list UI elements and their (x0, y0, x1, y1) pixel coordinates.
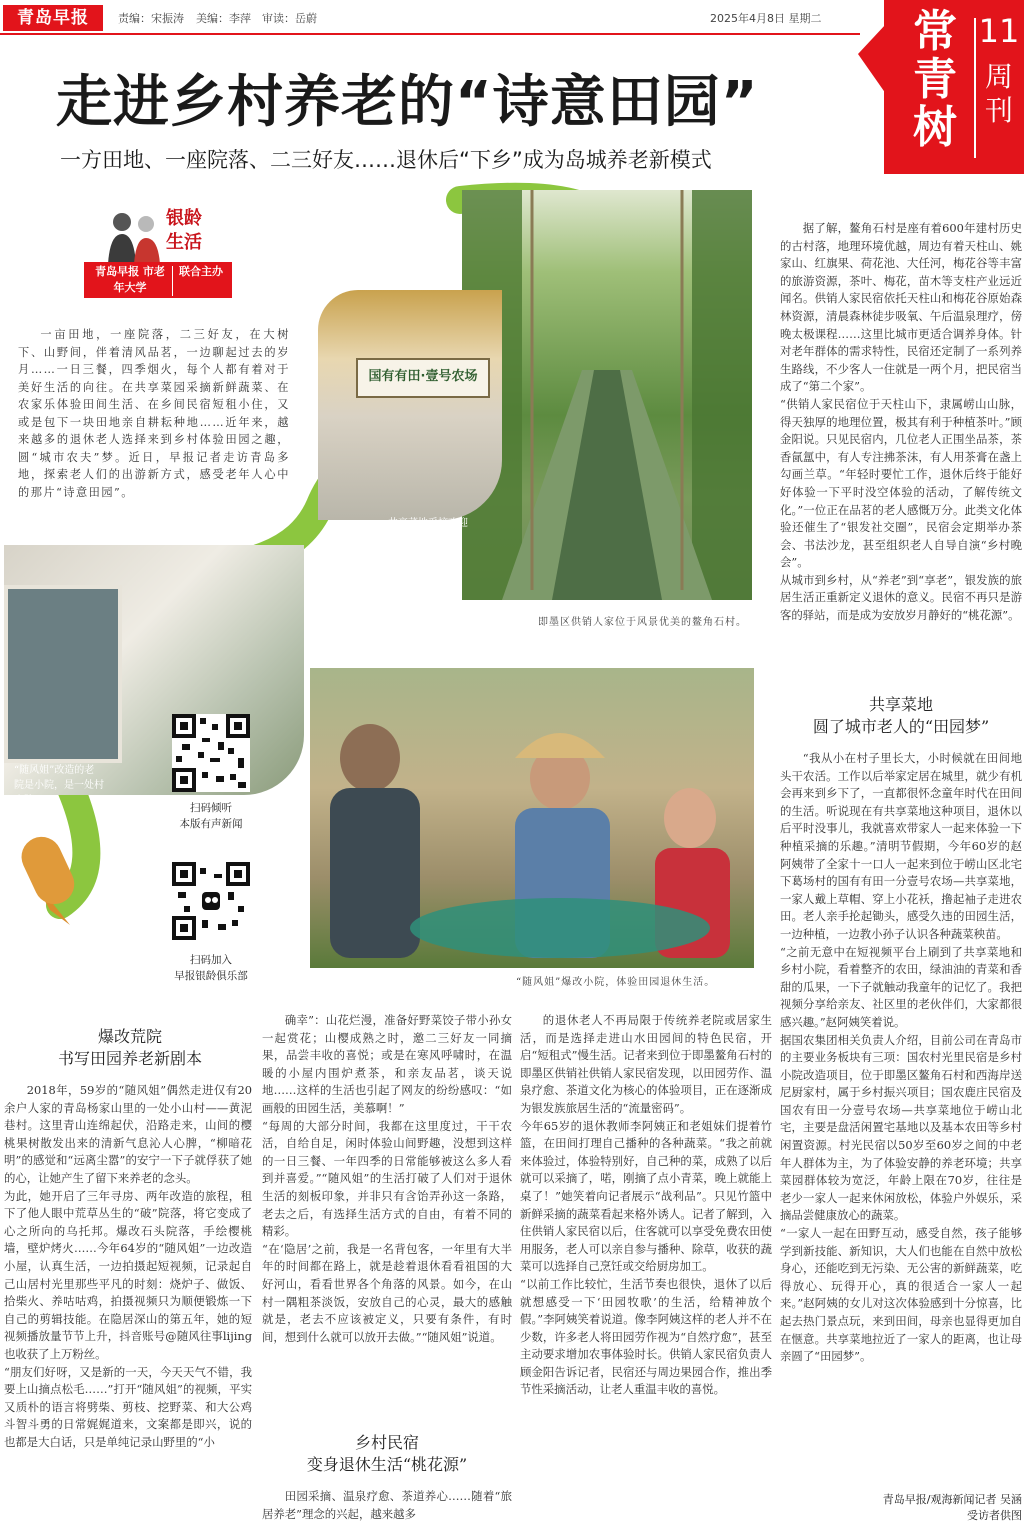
family-photo (310, 668, 754, 968)
section-name: 常青树 (913, 6, 957, 153)
proofreader-credit: 审读：岳蔚 (262, 12, 317, 25)
section2-heading: 乡村民宿 变身退休生活“桃花源” (306, 1433, 468, 1474)
issue-date: 2025年4月8日 星期二 (710, 12, 822, 25)
paper-logo: 青岛早报 (3, 5, 103, 31)
section1-continued-text: 确幸”：山花烂漫，准备好野菜饺子带小孙女一起赏花；山樱成熟之时，邀二三好友一同摘果，品尝丰收的喜悦；或是在寒风呼啸时，在温暖的小屋内围炉煮茶，和亲友品茗，谈天说地……这样的生活也引起了网友的纷纷感叹：“如画般的田园生活，美慕啊！” “每周的大部分时间，我都在这里度过，干干农活，自给自足，闲时体验山间野趣，没想到这样的一日三餐、一年四季的日常能够被这么多人看到并喜爱。”“随风姐”的生活打破了人们对于退休生活的刻板印象，并非只有含饴弄孙这一条路，老去之后，有选择生活方式的自由，有着不同的精彩。 “在‘隐居’之前，我是一名背包客，一年里有大半年的时间都在路上，就是趁着退休看看祖国的大好河山，看看世界各个角落的风景。如今，在山村一隅粗茶淡饭，安放自己的心灵，最大的感触就是，老去不应该被定义，只要有条件，有时间，想到什么就可以放开去做。”“随风姐”说道。 (262, 1013, 512, 1344)
byline: 青岛早报/观海新闻记者 吴涵 受访者供图 (882, 1493, 1022, 1522)
brand-org: 青岛早报 市老年大学 (95, 265, 165, 294)
farm-photo (318, 290, 502, 529)
badge-ribbon-tail (858, 24, 886, 94)
subheadline: 一方田地、一座院落、二三好友……退休后“下乡”成为岛城养老新模式 (60, 148, 712, 172)
qr-listen-label: 扫码倾听 本版有声新闻 (179, 802, 243, 830)
masthead-rule (0, 33, 860, 35)
qr-code-listen[interactable] (172, 714, 250, 792)
headline: 走进乡村养老的“诗意田园” (56, 70, 759, 135)
section2-text: 田园采摘、温泉疗愈、茶道养心……随着“旅居养老”理念的兴起，越来越多 (262, 1489, 512, 1521)
section3-text: 据了解，鳌角石村是座有着600年建村历史的古村落，地理环境优越，周边有着天柱山、姚家山、红旗果、荷花池、大任河，梅花谷等丰富的旅游资源，茶叶、梅花，苗木等支柱产业远近闻名。供销人家民宿依托天柱山和梅花谷原始森林资源，清晨森林徒步吸氧、午后温泉理疗，傍晚太极课程……这里比城市更适合调养身体。针对老年群体的需求特性，民宿还定制了一系列养生路线，不少客人一住就是一两个月，把民宿当成了“第二个家”。 “供销人家民宿位于天柱山下，隶属崂山山脉，得天独厚的地理位置，极其有利于种植茶叶。”顾金阳说。只见民宿内，几位老人正围坐品茶，茶香氤氲中，有人专注拂茶沫，有人用茶膏在盏上勾画兰草。“年轻时要忙工作，退休后终于能好好体验一下平时没空体验的活动，了解传统文化。”一位正在品茗的老人感慨万分。此类文化体验还催生了“银发社交圈”，民宿会定期举办茶会、书法沙龙，甚至组织老人自导自演“乡村晚会”。 从城市到乡村，从“养老”到“享老”，银发族的旅居生活正重新定义退休的意义。民宿不再只是游客的驿站，而是成为安放岁月静好的“桃花源”。 (780, 221, 1022, 623)
courtyard-caption: “随风姐”改造的老院是小院，是一处村小院。 (14, 765, 104, 806)
qr-code-club[interactable] (172, 862, 250, 940)
qr-club-label: 扫码加入 早报银龄俱乐部 (174, 954, 248, 982)
brand-title: 银龄生活 (166, 208, 202, 253)
courtyard-window (4, 585, 122, 763)
farm-caption: 共享菜地采摘欢迎 (388, 518, 468, 529)
section1-heading: 爆改荒院 书写田园养老新剧本 (57, 1027, 202, 1068)
family-caption: “随风姐”爆改小院，体验田园退休生活。 (516, 977, 716, 988)
periodicity: 周刊 (984, 60, 1013, 127)
section4-text: “我从小在村子里长大，小时候就在田间地头干农活。工作以后举家定居在城里，就少有机会再来到乡下了，一直都很怀念童年时代在田间的生活。听说现在有共享菜地这种项目，退休以后平时没事儿，我就喜欢带家人一起来体验一下种植采摘的乐趣。”清明节假期，今年60岁的赵阿姨带了全家十一口人一起来到位于崂山区北宅下葛场村的国有有田一分壹号农场—共享菜地，一家人戴上草帽、穿上小花袄，撸起袖子走进农田。老人亲手抡起锄头，感受久违的田园生活，一边种植，一边教小孙子认识各种蔬菜秧苗。 “之前无意中在短视频平台上刷到了共享菜地和乡村小院，看着整齐的农田，绿油油的青菜和香甜的瓜果，一下子就触动我童年的记忆了。我把视频分享给亲友、社区里的老伙伴们，大家都很感兴趣。”赵阿姨笑着说。 据国农集团相关负责人介绍，目前公司在青岛市的主要业务板块有三项：国农村光里民宿是乡村小院改造项目，位于即墨区鳌角石村和西海岸送尼厨家村，属于乡村振兴项目；国农鹿庄民宿及国农有田一分壹号农场—共享菜地位于崂山北宅，主要是盘活闲置宅基地以及基本农田等乡村闲置资源。村光民宿以50岁至60岁之间的中老年人群体为主，为了体验安静的养老环境；共享菜园群体较为宽泛，年龄上限在70岁，往往是老少一家人一起来休闲放松，体验户外娱乐，采摘品尝健康放心的蔬菜。 “一家人一起在田野互动，感受自然，孩子能够学到新技能、新知识，大人们也能在自然中放松身心，还能吃到无污染、无公害的新鲜蔬菜，吃得放心、玩得开心，真的很适合一家人一起来。”赵阿姨的女儿对这次体验感到十分惊喜，比起去热门景点玩，来到田间，母亲也显得更加自在惬意。共享菜地拉近了一家人的距离，也让母亲圆了“田园梦”。 (780, 751, 1022, 1364)
section1-text: 2018年，59岁的“随风姐”偶然走进仅有20余户人家的青岛杨家山里的一处小山村——黄泥巷村。这里青山连绵起伏，沿路走来，山间的樱桃果树散发出来的清新气息沁人心脾，“柳暗花明”的感觉和“远离尘嚣”的安宁一下子就俘获了她的心，让她产生了留下来养老的念头。 为此，她开启了三年寻房、两年改造的旅程，租下了他人眼中荒草丛生的“破”院落，将它变成了心之所向的乌托邦。爆改石头院落，手绘樱桃墙，壁炉烤火……今年64岁的“随风姐”一边改造小屋，认真生活，一边拍摄起短视频，记录起自己山居村光里那些平凡的时刻：烧炉子、做饭、拾柴火、养咕咕鸡，拍摄视频只为顺便锻炼一下自己的剪辑技能。在隐居深山的第五年，她的短视频播放量节节上升，抖音账号@随风往事lijing也收获了上万粉丝。 “朋友们好呀，又是新的一天，今天天气不错，我要上山摘点松毛……”打开“随风姐”的视频，平实又质朴的语言将劈柴、剪枝、挖野菜、和大公鸡斗智斗勇的日常娓娓道来，文案都是即兴，说的也都是大白话，只是单纯记录山野里的“小 (4, 1083, 252, 1449)
section2-continued-text: 的退休老人不再局限于传统养老院或居家生活，而是选择走进山水田园间的特色民宿，开启“短租式”慢生活。记者来到位于即墨鳌角石村的即墨区供销社供销人家民宿发现，以田园劳作、温泉疗愈、茶道文化为核心的体验项目，正在逐渐成为银发族旅居生活的“流量密码”。 今年65岁的退休教师李阿姨正和老姐妹们提着竹篮，在田间打理自己播种的各种蔬菜。“我之前就来体验过，体验特别好，自己种的菜，成熟了以后就可以采摘了，喏，刚摘了点小青菜，晚上就能上桌了！”她笑着向记者展示“战利品”。只见竹篮中新鲜采摘的蔬菜看起来格外诱人。记者了解到，入住供销人家民宿以后，住客就可以享受免费农田使用服务，老人可以亲自参与播种、除草，收获的蔬菜可以选择自己烹饪或交给厨房加工。 “以前工作比较忙，生活节奏也很快，退休了以后就想感受一下‘田园牧歌’的生活，给精神放个假。”李阿姨笑着说道。像李阿姨这样的老人并不在少数，许多老人将田园劳作视为“自然疗愈”，甚至主动要求增加农事体验时长。供销人家民宿负责人顾金阳告诉记者，民宿还与周边果园合作，推出季节性采摘活动，让老人重温丰收的喜悦。 (520, 1013, 772, 1397)
intro-text: 一亩田地，一座院落，二三好友，在大树下、山野间，伴着清风品茗，一边聊起过去的岁月……一日三餐，四季烟火，每个人都有着对于美好生活的向往。在共享菜园采摘新鲜蔬菜、在农家乐体验田间生活、在乡间民宿短租小住，又或是包下一块田地亲自耕耘种地……近年来，越来越多的退休老人选择来到乡村体验田园之趣，圆“城市农夫”梦。近日，早报记者走访青岛多地，探索老人们的出游新方式，感受老年人心中的那片“诗意田园”。 (18, 328, 290, 499)
page-number: 11 (978, 12, 1020, 50)
editor-credit: 责编：宋振涛 (118, 12, 184, 25)
masthead (0, 0, 860, 34)
canal-caption: 即墨区供销人家位于风景优美的鳌角石村。 (538, 617, 747, 628)
section4-heading: 共享菜地 圆了城市老人的“田园梦” (812, 695, 990, 736)
farm-sign: 国有有田·壹号农场 (356, 358, 490, 398)
courtyard-photo (4, 545, 304, 806)
designer-credit: 美编：李萍 (196, 12, 251, 25)
canal-photo (462, 190, 752, 600)
brand-relation: 联合主办 (179, 265, 223, 278)
